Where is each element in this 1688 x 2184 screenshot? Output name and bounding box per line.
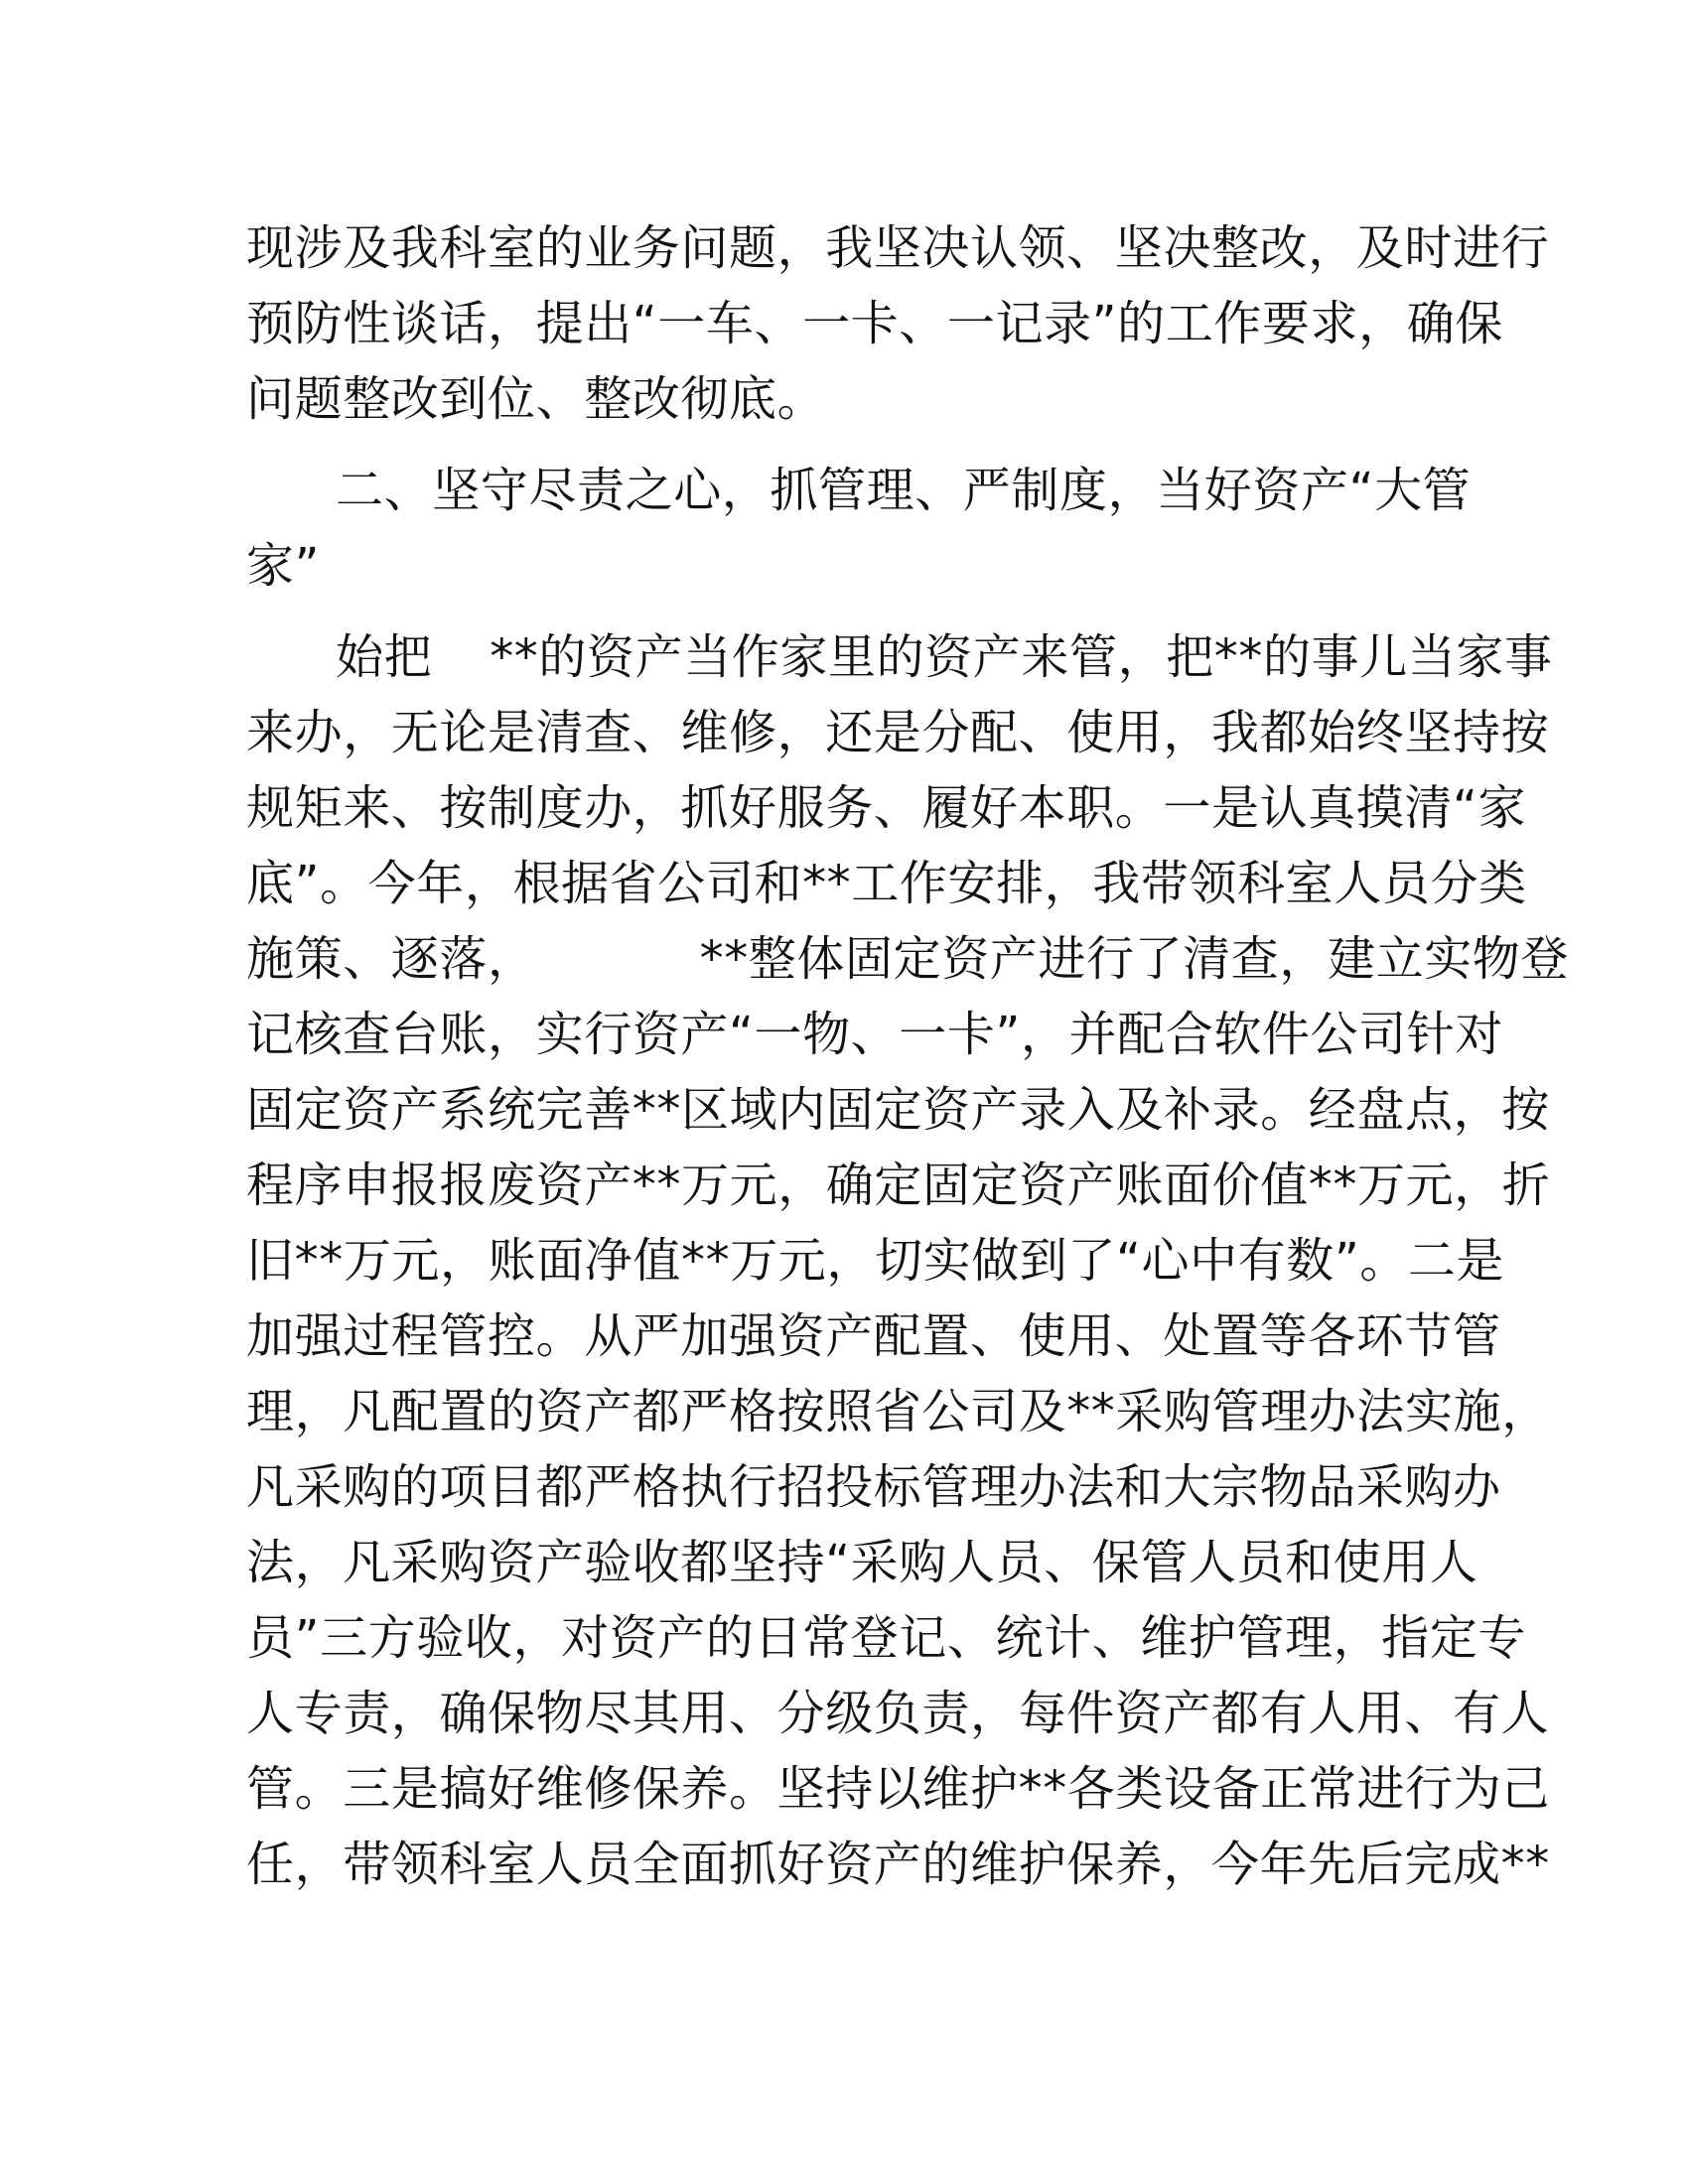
text-fragment: **的资产当作家里的资产来管，把**的事儿当家事 — [490, 629, 1553, 685]
text-line: 任，带领科室人员全面抓好资产的维护保养，今年先后完成** — [246, 1837, 1550, 1892]
text-line: 旧**万元，账面净值**万元，切实做到了“心中有数”。二是 — [246, 1233, 1505, 1289]
text-line: 预防性谈话，提出“一车、一卡、一记录”的工作要求，确保 — [246, 296, 1503, 351]
text-line: 加强过程管控。从严加强资产配置、使用、处置等各环节管 — [246, 1308, 1501, 1364]
text-fragment: **整体固定资产进行了清查，建立实物登 — [699, 931, 1570, 987]
text-line: 底”。今年，根据省公司和**工作安排，我带领科室人员分类 — [246, 856, 1527, 911]
text-line: 管。三是搞好维修保养。坚持以维护**各类设备正常进行为己 — [246, 1761, 1550, 1817]
text-line: 固定资产系统完善**区域内固定资产录入及补录。经盘点，按 — [246, 1082, 1550, 1138]
text-line: 现涉及我科室的业务问题，我坚决认领、坚决整改，及时进行 — [246, 220, 1550, 276]
text-line: 程序申报报废资产**万元，确定固定资产账面价值**万元，折 — [246, 1158, 1551, 1213]
text-line: 来办，无论是清查、维修，还是分配、使用，我都始终坚持按 — [246, 705, 1550, 760]
text-line: 法，凡采购资产验收都坚持“采购人员、保管人员和使用人 — [246, 1535, 1478, 1590]
text-line: 理，凡配置的资产都严格按照省公司及**采购管理办法实施， — [246, 1384, 1550, 1439]
text-line: 记核查台账，实行资产“一物、一卡”，并配合软件公司针对 — [246, 1007, 1503, 1062]
text-line: 员”三方验收，对资产的日常登记、统计、维护管理，指定专 — [246, 1610, 1527, 1666]
text-line: 问题整改到位、整改彻底。 — [246, 371, 826, 427]
text-line: 人专责，确保物尽其用、分级负责，每件资产都有人用、有人 — [246, 1686, 1550, 1741]
text-fragment: 始把 — [336, 629, 433, 685]
paragraph-first-line — [336, 619, 1553, 695]
text-fragment: 施策、逐落， — [246, 931, 536, 987]
section-heading: 二、坚守尽责之心，抓管理、严制度，当好资产“大管 — [336, 463, 1472, 518]
text-line-with-gap — [246, 921, 1570, 997]
section-heading-continued: 家” — [246, 538, 321, 594]
text-line: 规矩来、按制度办，抓好服务、履好本职。一是认真摸清“家 — [246, 780, 1527, 836]
text-line: 凡采购的项目都严格执行招投标管理办法和大宗物品采购办 — [246, 1459, 1501, 1515]
